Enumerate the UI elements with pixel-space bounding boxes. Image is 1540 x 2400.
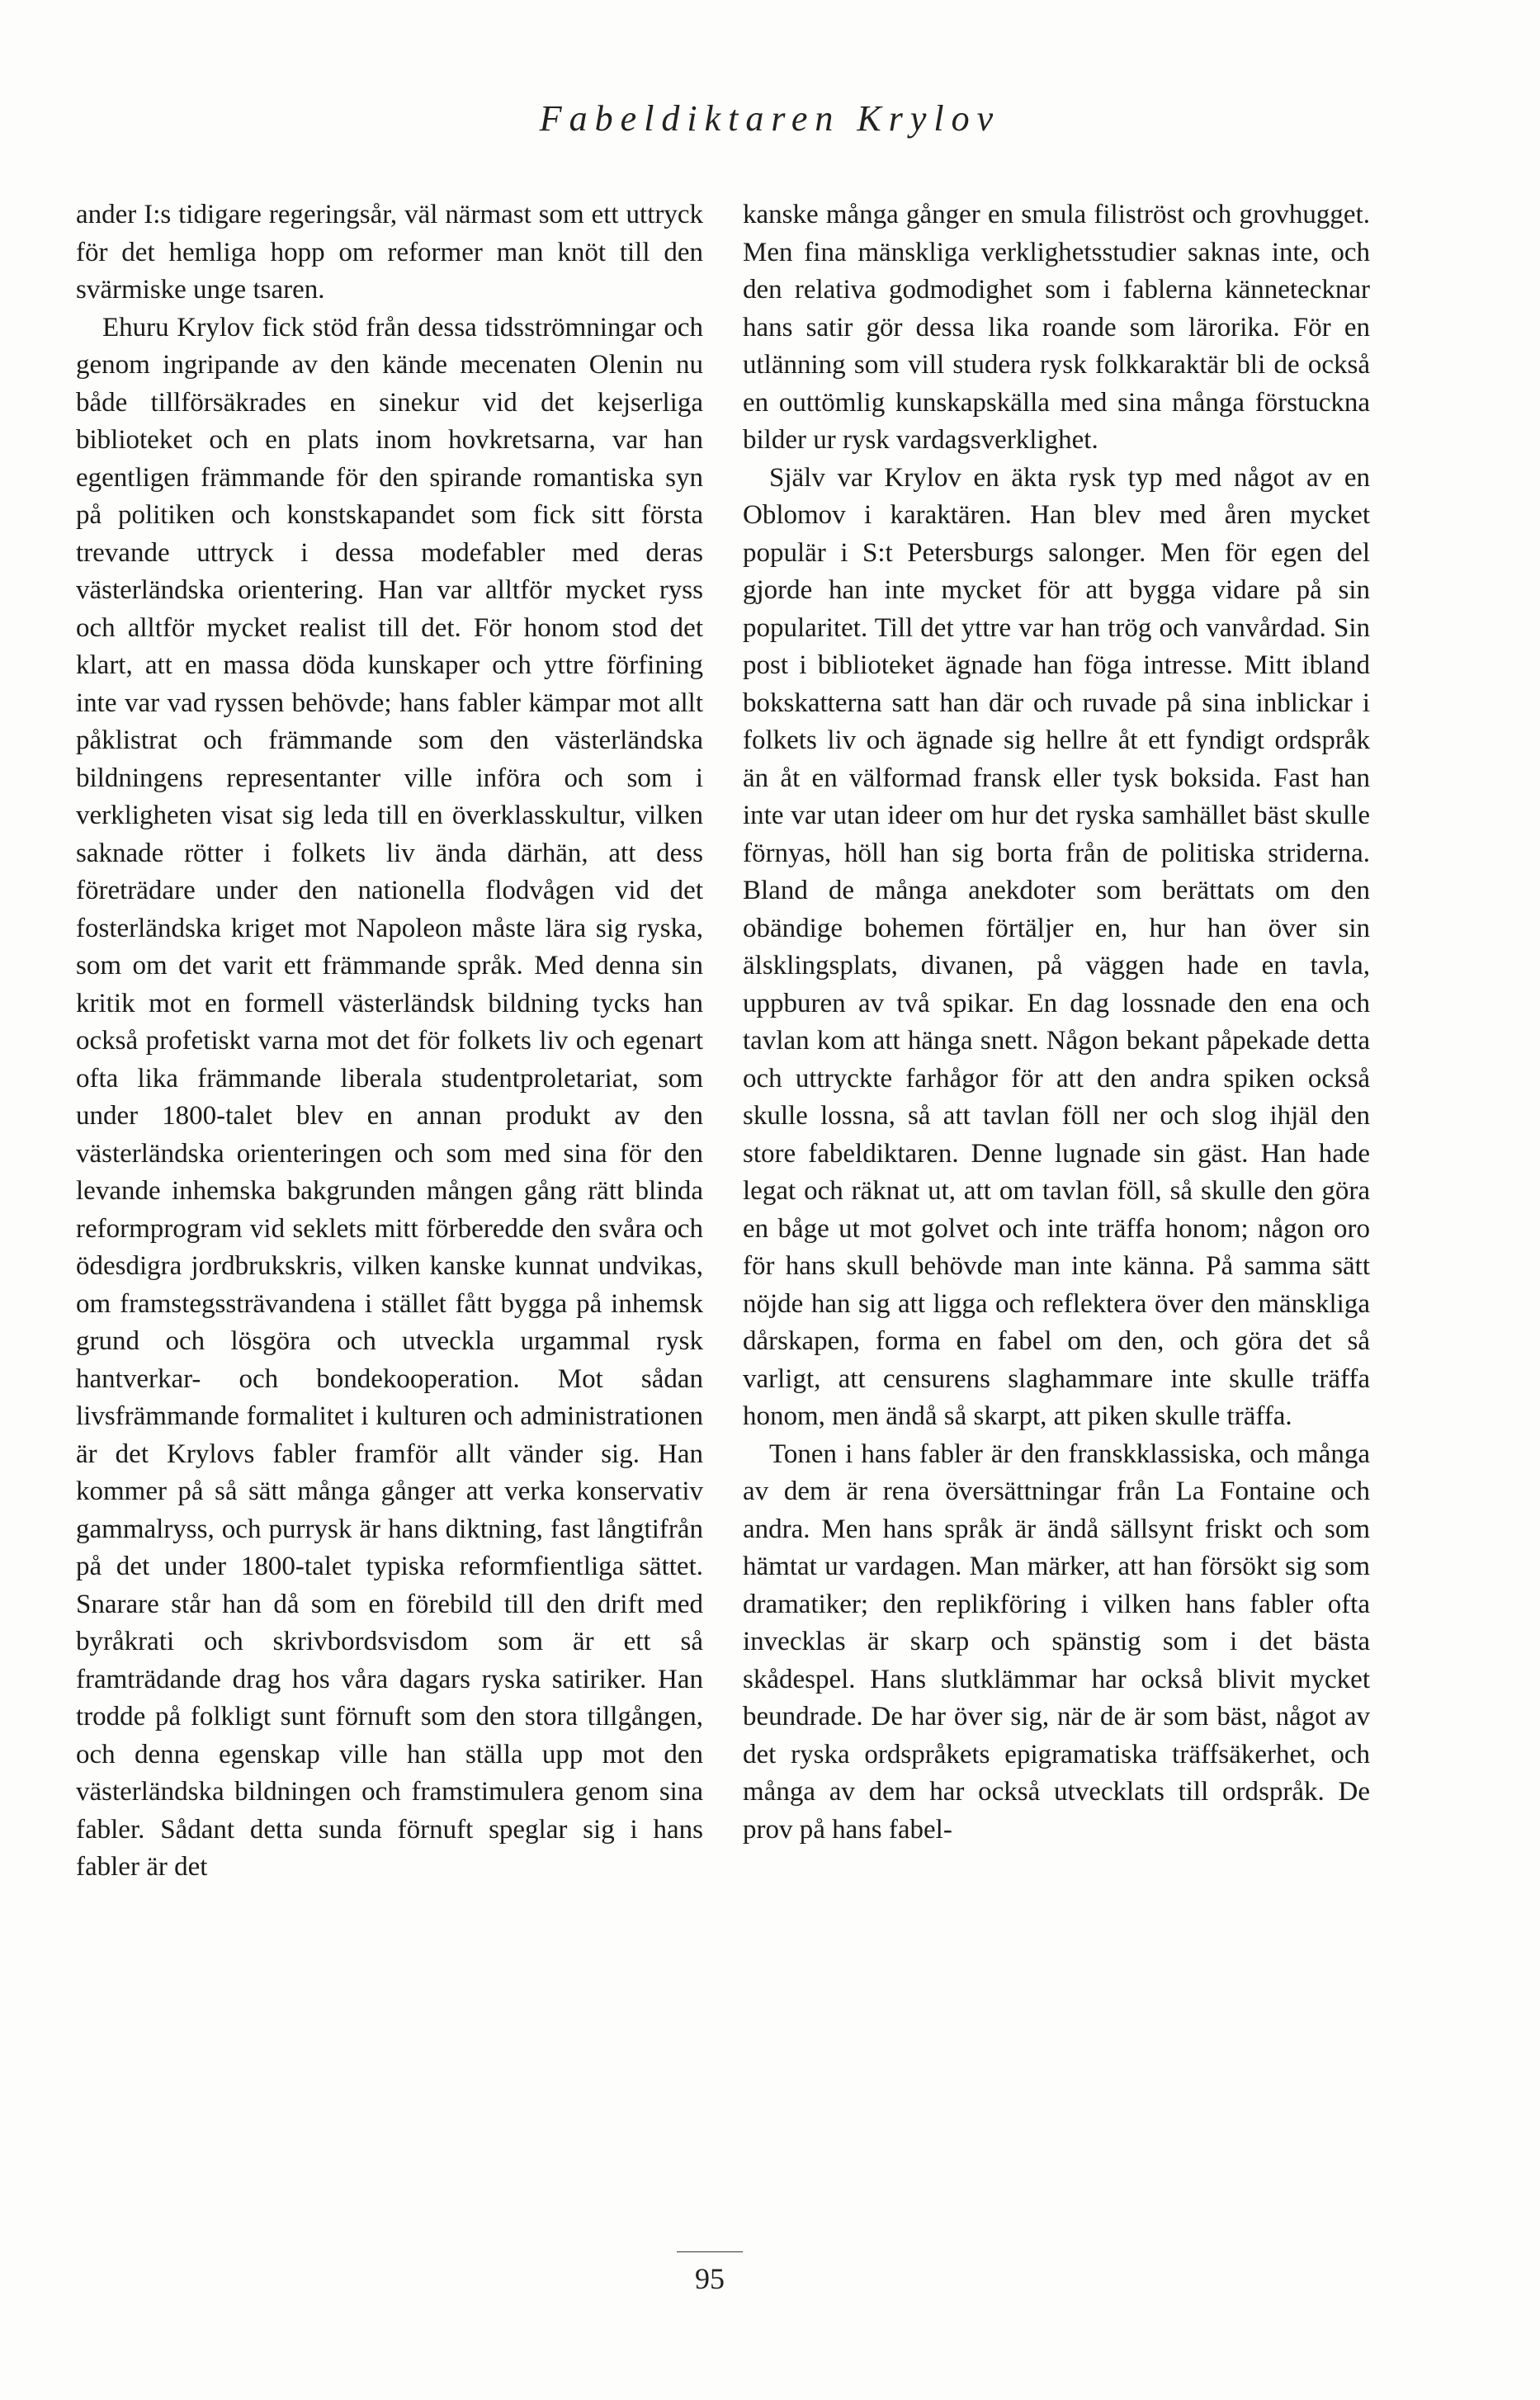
right-column: [743, 196, 1370, 1849]
paragraph: Tonen i hans fabler är den franskklassiska, och många av dem är rena översättningar från La Fontaine och andra. Men hans språk är ändå sällsynt friskt och som hämtat ur vardagen. Man märker, att han försökt sig som dramatiker; den replikföring i vilken hans fabler ofta invecklas är skarp och spänstig som i det bästa skådespel. Hans slutklämmar har också blivit mycket beundrade. De har över sig, när de är som bäst, något av det ryska ordspråkets epigramatiska träffsäkerhet, och många av dem har också utvecklats till ordspråk. De prov på hans fabel-: [743, 1439, 1370, 1845]
paragraph: Ehuru Krylov fick stöd från dessa tidsströmningar och genom ingripande av den kände mecenaten Olenin nu både tillförsäkrades en sinekur vid det kejserliga biblioteket och en plats inom hovkretsarna, var han egentligen främmande för den spirande romantiska syn på politiken och konstskapandet som fick sitt första trevande uttryck i dessa modefabler med deras västerländska orientering. Han var alltför mycket ryss och alltför mycket realist till det. För honom stod det klart, att en massa döda kunskaper och yttre förfining inte var vad ryssen behövde; hans fabler kämpar mot allt påklistrat och främmande som den västerländska bildningens representanter ville införa och som i verkligheten visat sig leda till en överklasskultur, vilken saknade rötter i folkets liv ända därhän, att dess företrädare under den nationella flodvågen vid det fosterländska kriget mot Napoleon måste lära sig ryska, som om det varit ett främmande språk. Med denna sin kritik mot en formell västerländsk bildning tycks han också profetiskt varna mot det för folkets liv och egenart ofta lika främmande liberala studentproletariat, som under 1800-talet blev en annan produkt av den västerländska orienteringen och som med sina för den levande inhemska bakgrunden mången gång rätt blinda reformprogram vid seklets mitt förberedde den svåra och ödesdigra jordbrukskris, vilken kanske kunnat undvikas, om framstegssträvandena i stället fått bygga på inhemsk grund och lösgöra och utveckla urgammal rysk hantverkar- och bondekooperation. Mot sådan livsfrämmande formalitet i kulturen och administrationen är det Krylovs fabler framför allt vänder sig. Han kommer på så sätt många gånger att verka konservativ gammalryss, och purrysk är hans diktning, fast långtifrån på det under 1800-talet typiska reformfientliga sättet. Snarare står han då som en förebild till den drift med byråkrati och skrivbordsvisdom som är ett så framträdande drag hos våra dagars ryska satiriker. Han trodde på folkligt sunt förnuft som den stora tillgången, och denna egenskap ville han ställa upp mot den västerländska bildningen och framstimulera genom sina fabler. Sådant detta sunda förnuft speglar sig i hans fabler är det: [76, 312, 703, 1882]
page-number: 95: [695, 2262, 725, 2295]
left-column: [76, 196, 703, 1887]
paragraph: ander I:s tidigare regeringsår, väl närmast som ett uttryck för det hemliga hopp om reformer man knöt till den svärmiske unge tsaren.: [76, 200, 703, 305]
folio-rule: [677, 2251, 743, 2252]
paragraph: kanske många gånger en smula filiströst och grovhugget. Men fina mänskliga verklighetsstudier saknas inte, och den relativa godmodighet som i fablerna kännetecknar hans satir gör dessa lika roande som lärorika. För en utlänning som vill studera rysk folkkaraktär bli de också en outtömlig kunskapskälla med sina många förstuckna bilder ur rysk vardagsverklighet.: [743, 200, 1370, 455]
paragraph: Själv var Krylov en äkta rysk typ med något av en Oblomov i karaktären. Han blev med åren mycket populär i S:t Petersburgs salonger. Men för egen del gjorde han inte mycket för att bygga vidare på sin popularitet. Till det yttre var han trög och vanvårdad. Sin post i biblioteket ägnade han föga intresse. Mitt ibland bokskatterna satt han där och ruvade på sina inblickar i folkets liv och ägnade sig hellre åt ett fyndigt ordspråk än åt en välformad fransk eller tysk boksida. Fast han inte var utan ideer om hur det ryska samhället bäst skulle förnyas, höll han sig borta från de politiska striderna. Bland de många anekdoter som berättats om den obändige bohemen förtäljer en, hur han över sin älsklingsplats, divanen, på väggen hade en tavla, uppburen av två spikar. En dag lossnade den ena och tavlan kom att hänga snett. Någon bekant påpekade detta och uttryckte farhågor för att den andra spiken också skulle lossna, så att tavlan föll ner och slog ihjäl den store fabeldiktaren. Denne lugnade sin gäst. Han hade legat och räknat ut, att om tavlan föll, så skulle den göra en båge ut mot golvet och inte träffa honom; någon oro för hans skull behövde man inte känna. På samma sätt nöjde han sig att ligga och reflektera över den mänskliga dårskapen, forma en fabel om den, och göra det så varligt, att censurens slaghammare inte skulle träffa honom, men ändå så skarpt, att piken skulle träffa.: [743, 462, 1370, 1431]
running-head: Fabeldiktaren Krylov: [539, 98, 1001, 139]
